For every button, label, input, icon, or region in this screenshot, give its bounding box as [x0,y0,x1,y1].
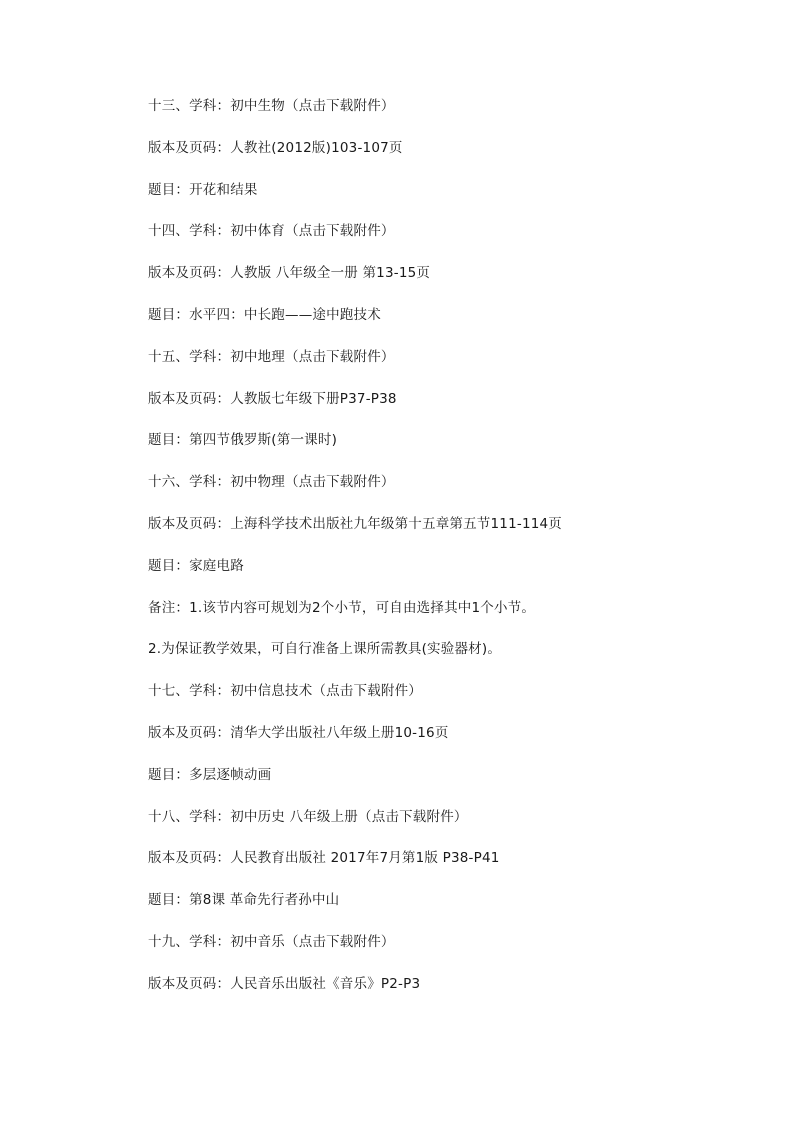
subject-18-heading: 十八、学科：初中历史 八年级上册（点击下载附件） [148,808,468,825]
subject-16-heading: 十六、学科：初中物理（点击下载附件） [148,474,395,491]
subject-17-edition: 版本及页码：清华大学出版社八年级上册10-16页 [148,724,449,741]
subject-19-heading: 十九、学科：初中音乐（点击下载附件） [148,933,395,950]
subject-17-topic: 题目：多层逐帧动画 [148,766,272,783]
subject-14-edition: 版本及页码：人教版 八年级全一册 第13-15页 [148,265,431,282]
subject-14-topic: 题目：水平四：中长跑——途中跑技术 [148,306,381,323]
subject-17-heading: 十七、学科：初中信息技术（点击下载附件） [148,683,422,700]
subject-19-edition: 版本及页码：人民音乐出版社《音乐》P2-P3 [148,975,421,992]
subject-15-heading: 十五、学科：初中地理（点击下载附件） [148,348,395,365]
document-body [148,95,748,1015]
subject-13-edition: 版本及页码：人教社(2012版)103-107页 [148,139,403,156]
subject-18-topic: 题目：第8课 革命先行者孙中山 [148,892,340,909]
subject-15-edition: 版本及页码：人教版七年级下册P37-P38 [148,390,397,407]
subject-15-topic: 题目：第四节俄罗斯(第一课时) [148,432,338,449]
subject-16-topic: 题目：家庭电路 [148,557,244,574]
subject-16-note-1: 备注：1.该节内容可规划为2个小节，可自由选择其中1个小节。 [148,599,536,616]
subject-14-heading: 十四、学科：初中体育（点击下载附件） [148,223,395,240]
subject-13-topic: 题目：开花和结果 [148,181,258,198]
subject-16-edition: 版本及页码：上海科学技术出版社九年级第十五章第五节111-114页 [148,515,563,532]
subject-18-edition: 版本及页码：人民教育出版社 2017年7月第1版 P38-P41 [148,850,500,867]
subject-16-note-2: 2.为保证教学效果，可自行准备上课所需教具(实验器材)。 [148,641,502,658]
subject-13-heading: 十三、学科：初中生物（点击下载附件） [148,98,395,114]
